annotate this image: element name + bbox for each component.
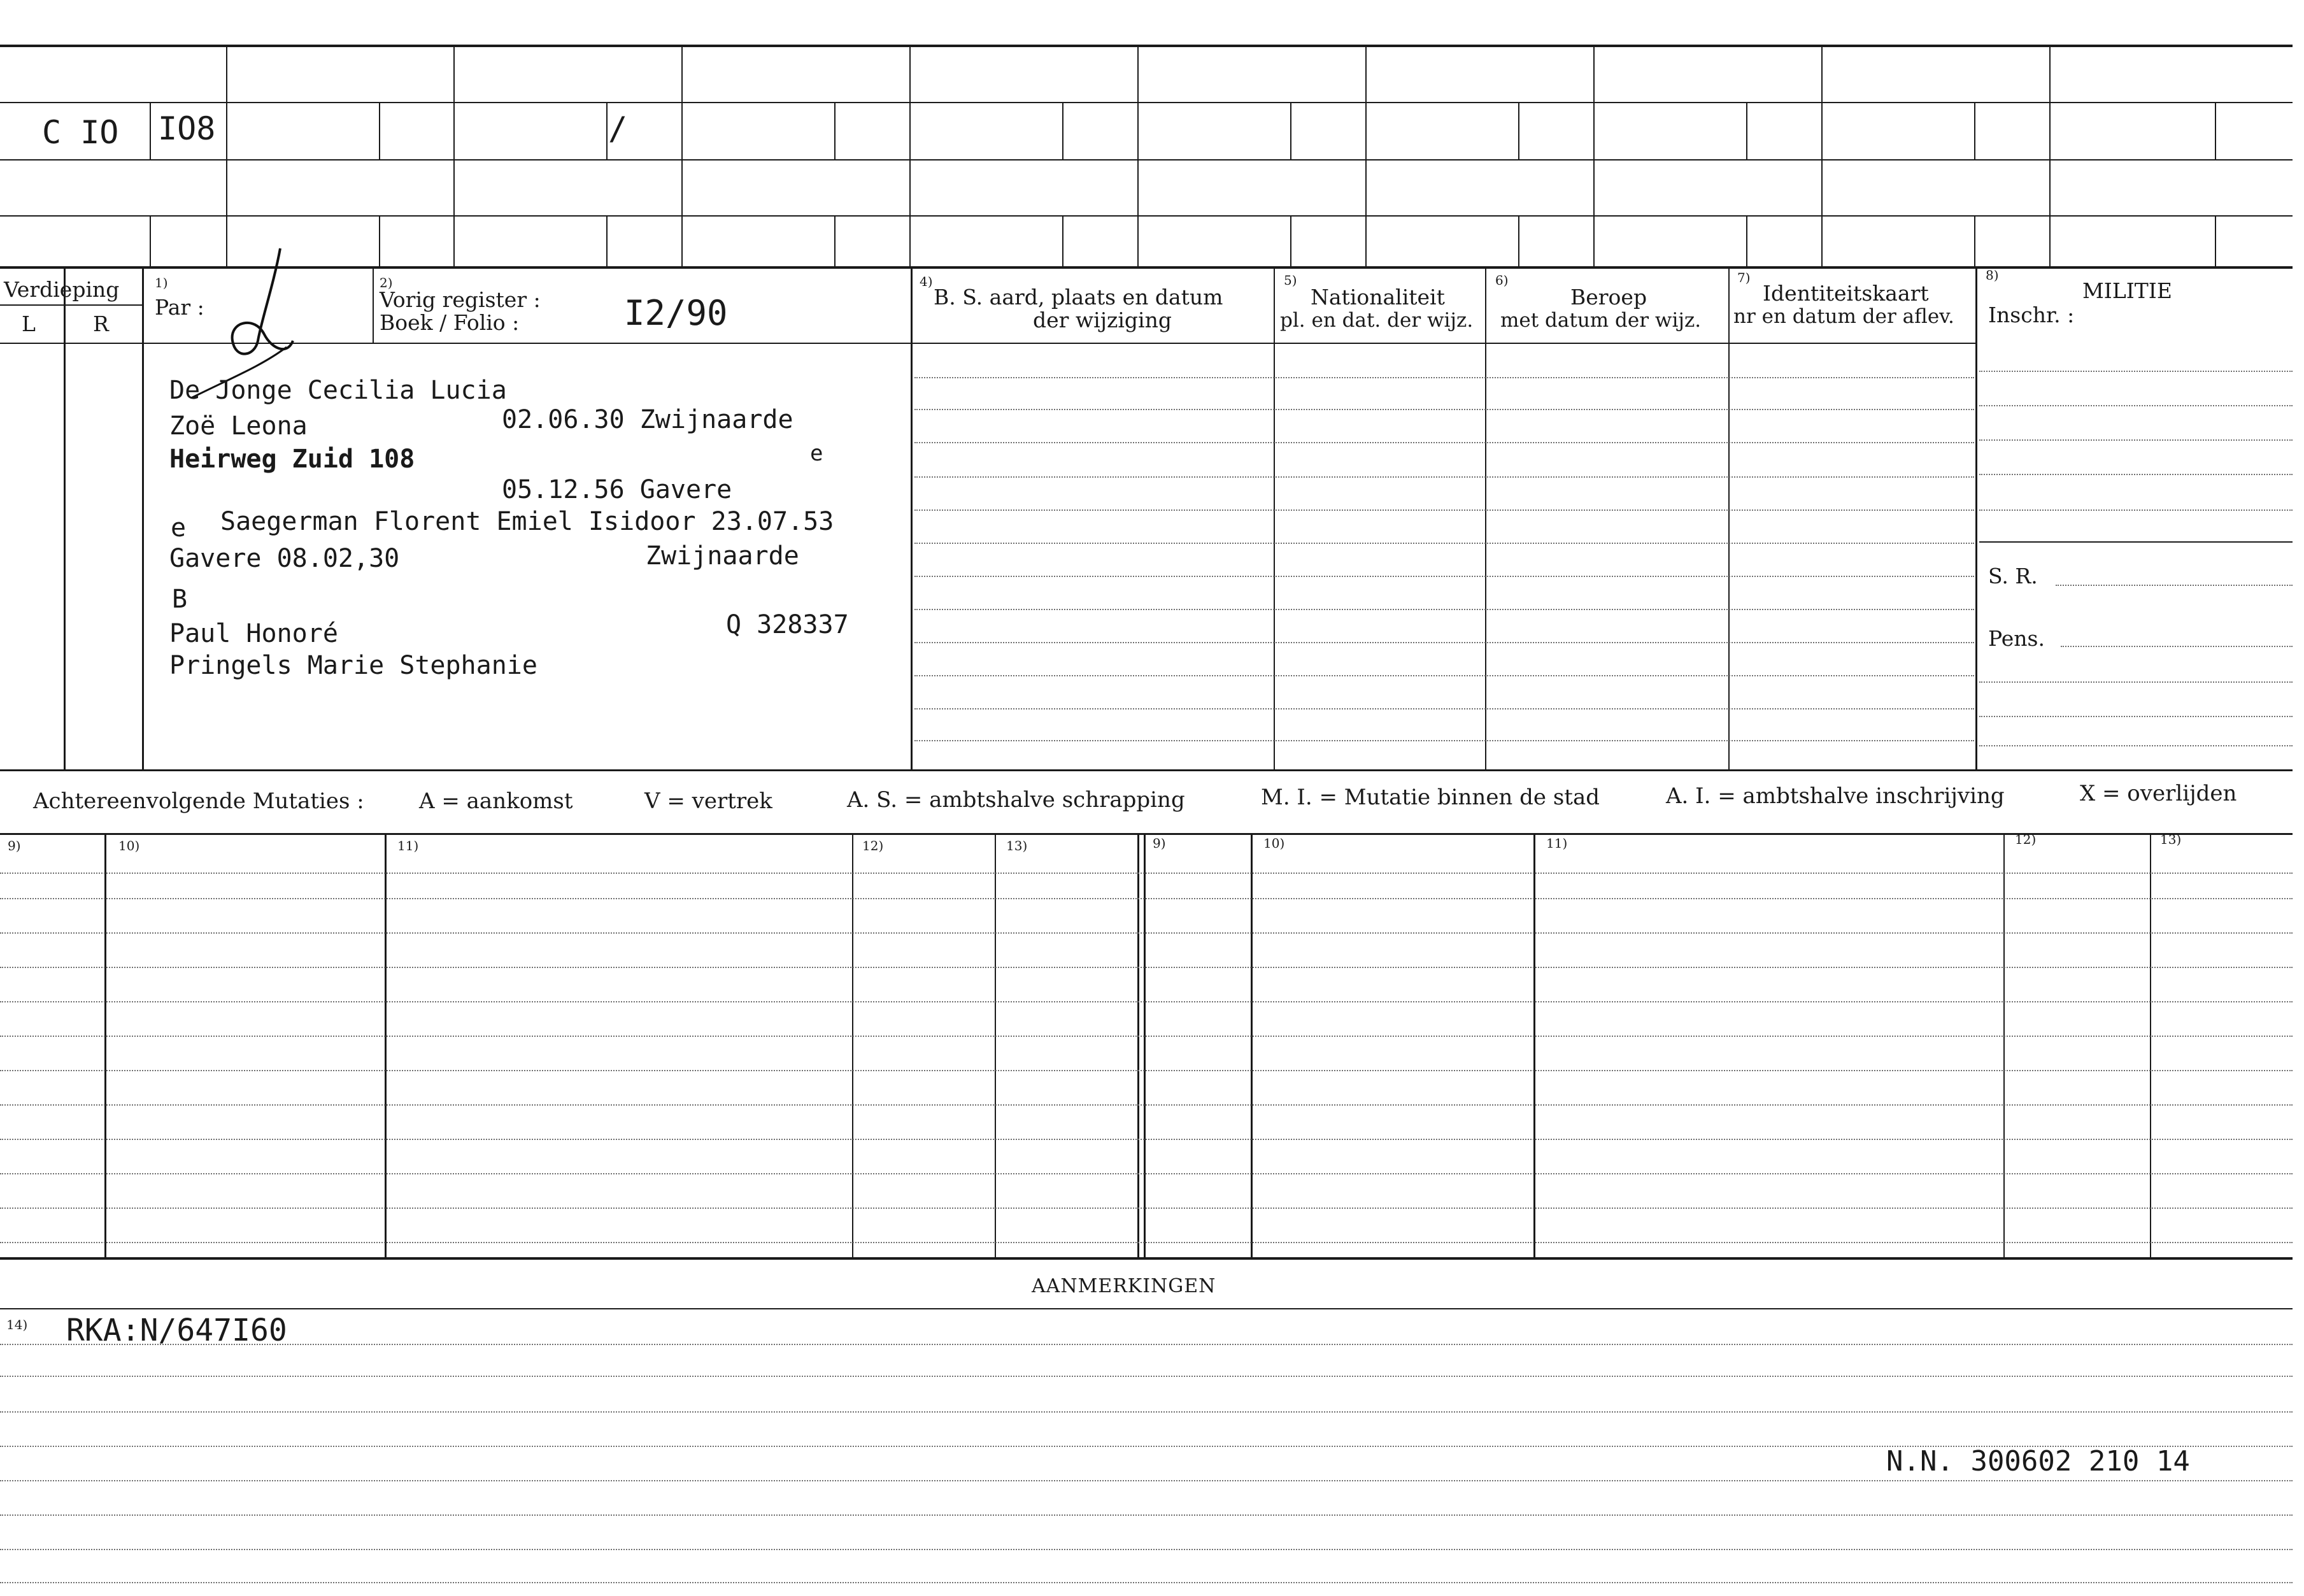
identiteitskaart-sub: nr en datum der aflev. <box>1733 305 1954 328</box>
inschr-label: Inschr. : <box>1988 303 2075 327</box>
verdieping-label: Verdieping <box>4 277 120 302</box>
footnote-4: 4) <box>920 274 933 289</box>
person-birth: 02.06.30 Zwijnaarde <box>502 405 793 434</box>
nn-number: N.N. 300602 210 14 <box>1886 1445 2190 1478</box>
nationaliteit-label: Nationaliteit <box>1311 285 1445 310</box>
column-l-label: L <box>22 311 36 336</box>
index-mark: / <box>608 110 628 147</box>
column-r-label: R <box>93 311 109 336</box>
mutation-col-13-right: 13) <box>2160 832 2182 847</box>
index-number: IO8 <box>158 110 216 147</box>
mutation-col-10-left: 10) <box>118 838 140 853</box>
line6-right: Zwijnaarde <box>646 541 799 571</box>
bs-header-line2: der wijziging <box>1033 308 1172 332</box>
legend-inschrijving: A. I. = ambtshalve inschrijving <box>1666 783 2005 809</box>
legend-overlijden: X = overlijden <box>2080 781 2237 806</box>
identiteitskaart-label: Identiteitskaart <box>1763 281 1929 306</box>
legend-schrapping: A. S. = ambtshalve schrapping <box>847 787 1185 813</box>
legend-vertrek: V = vertrek <box>644 788 772 814</box>
boek-folio-value: I2/90 <box>624 293 728 333</box>
person-address: Heirweg Zuid 108 <box>169 445 415 474</box>
footnote-2: 2) <box>380 275 393 290</box>
footnote-6: 6) <box>1495 273 1509 288</box>
boek-folio-label: Boek / Folio : <box>380 310 520 335</box>
vorig-register-label: Vorig register : <box>380 287 541 312</box>
person-id-code: Q 328337 <box>726 610 849 639</box>
nationaliteit-sub: pl. en dat. der wijz. <box>1280 309 1474 332</box>
par-label: Par : <box>155 295 204 320</box>
person-father: Paul Honoré <box>169 619 338 648</box>
footnote-5: 5) <box>1284 273 1297 288</box>
person-mother-name: Zoë Leona <box>169 411 308 441</box>
person-name: De Jonge Cecilia Lucia <box>169 376 507 405</box>
line6-left: Gavere 08.02,30 <box>169 544 400 573</box>
bs-header-line1: B. S. aard, plaats en datum <box>934 285 1223 310</box>
person-mother: Pringels Marie Stephanie <box>169 651 537 680</box>
beroep-sub: met datum der wijz. <box>1500 309 1702 332</box>
legend-mutatie: M. I. = Mutatie binnen de stad <box>1261 785 1600 810</box>
mutation-col-13-left: 13) <box>1006 838 1028 853</box>
beroep-label: Beroep <box>1570 285 1647 310</box>
mutation-col-12-left: 12) <box>862 838 884 853</box>
person-e-mark: e <box>810 441 823 466</box>
remarks-title: AANMERKINGEN <box>1032 1275 1216 1297</box>
footnote-1: 1) <box>155 275 168 290</box>
legend-title: Achtereenvolgende Mutaties : <box>33 788 364 814</box>
mutation-col-11-right: 11) <box>1546 836 1568 851</box>
footnote-7: 7) <box>1737 270 1751 285</box>
pens-label: Pens. <box>1988 626 2045 651</box>
rka-number: RKA:N/647I60 <box>66 1313 287 1348</box>
footnote-8: 8) <box>1986 267 1999 283</box>
footnote-14: 14) <box>6 1317 28 1332</box>
legend-aankomst: A = aankomst <box>419 788 573 814</box>
sr-label: S. R. <box>1988 564 2038 588</box>
person-b-mark: B <box>172 585 188 614</box>
mutation-col-9-left: 9) <box>8 838 21 853</box>
spouse-line: Saegerman Florent Emiel Isidoor 23.07.53 <box>220 507 834 536</box>
mutation-col-10-right: 10) <box>1263 836 1285 851</box>
index-code: C IO <box>42 114 119 151</box>
person-marriage: 05.12.56 Gavere <box>502 475 732 504</box>
militie-label: MILITIE <box>2082 278 2172 303</box>
spouse-prefix: e <box>171 513 187 543</box>
mutation-col-11-left: 11) <box>397 838 419 853</box>
mutation-col-12-right: 12) <box>2015 832 2037 847</box>
mutation-col-9-right: 9) <box>1153 836 1166 851</box>
